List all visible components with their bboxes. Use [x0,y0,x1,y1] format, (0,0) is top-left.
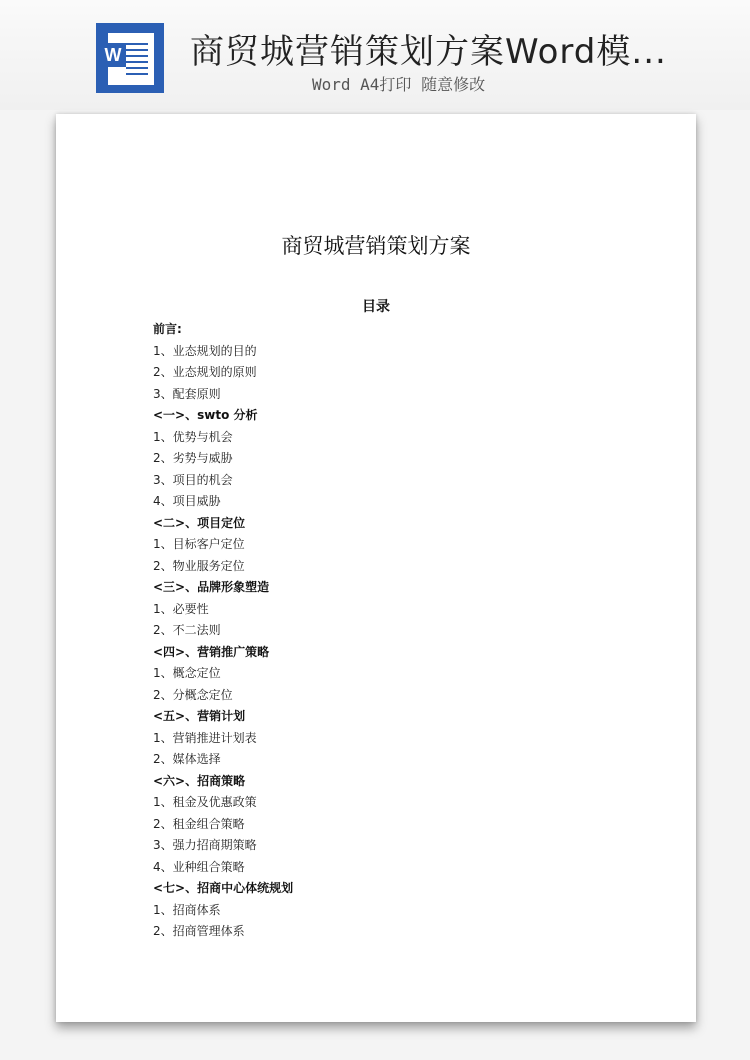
toc-item: 1、业态规划的目的 [153,343,257,358]
toc-heading: <二>、项目定位 [153,515,246,530]
toc-heading: 前言: [153,322,182,336]
table-of-contents [153,319,293,943]
toc-heading: <七>、招商中心体统规划 [153,881,294,895]
document-page [56,114,696,1022]
header [0,0,750,110]
toc-item: 2、租金组合策略 [153,816,245,831]
toc-item: 1、优势与机会 [153,429,233,444]
toc-item: 1、目标客户定位 [153,537,245,551]
toc-item: 4、项目威胁 [153,494,221,508]
toc-item: 2、分概念定位 [153,687,233,702]
toc-heading: <三>、品牌形象塑造 [153,580,270,594]
toc-heading: <五>、营销计划 [153,709,246,723]
toc-heading: <一>、swto 分析 [153,408,258,422]
document-title: 商贸城营销策划方案 [281,234,471,258]
toc-item: 4、业种组合策略 [153,859,245,874]
toc-item: 2、物业服务定位 [153,558,245,573]
toc-item: 1、营销推进计划表 [153,730,257,745]
toc-item: 2、业态规划的原则 [153,365,257,379]
toc-item: 2、不二法则 [153,623,221,637]
toc-item: 1、租金及优惠政策 [153,795,257,809]
toc-item: 1、概念定位 [153,666,221,680]
toc-title: 目录 [362,299,390,315]
toc-item: 2、媒体选择 [153,752,221,766]
toc-item: 1、招商体系 [153,902,221,917]
toc-item: 3、强力招商期策略 [153,838,257,852]
toc-item: 3、项目的机会 [153,472,233,487]
toc-item: 1、必要性 [153,601,209,616]
word-logo-icon: W [96,23,164,93]
toc-heading: <六>、招商策略 [153,773,246,788]
toc-heading: <四>、营销推广策略 [153,644,270,659]
page-title: 商贸城营销策划方案Word模... [190,32,667,72]
toc-item: 3、配套原则 [153,386,221,401]
toc-item: 2、劣势与威胁 [153,451,233,465]
page-subtitle: Word A4打印 随意修改 [312,75,486,94]
toc-item: 2、招商管理体系 [153,924,245,938]
